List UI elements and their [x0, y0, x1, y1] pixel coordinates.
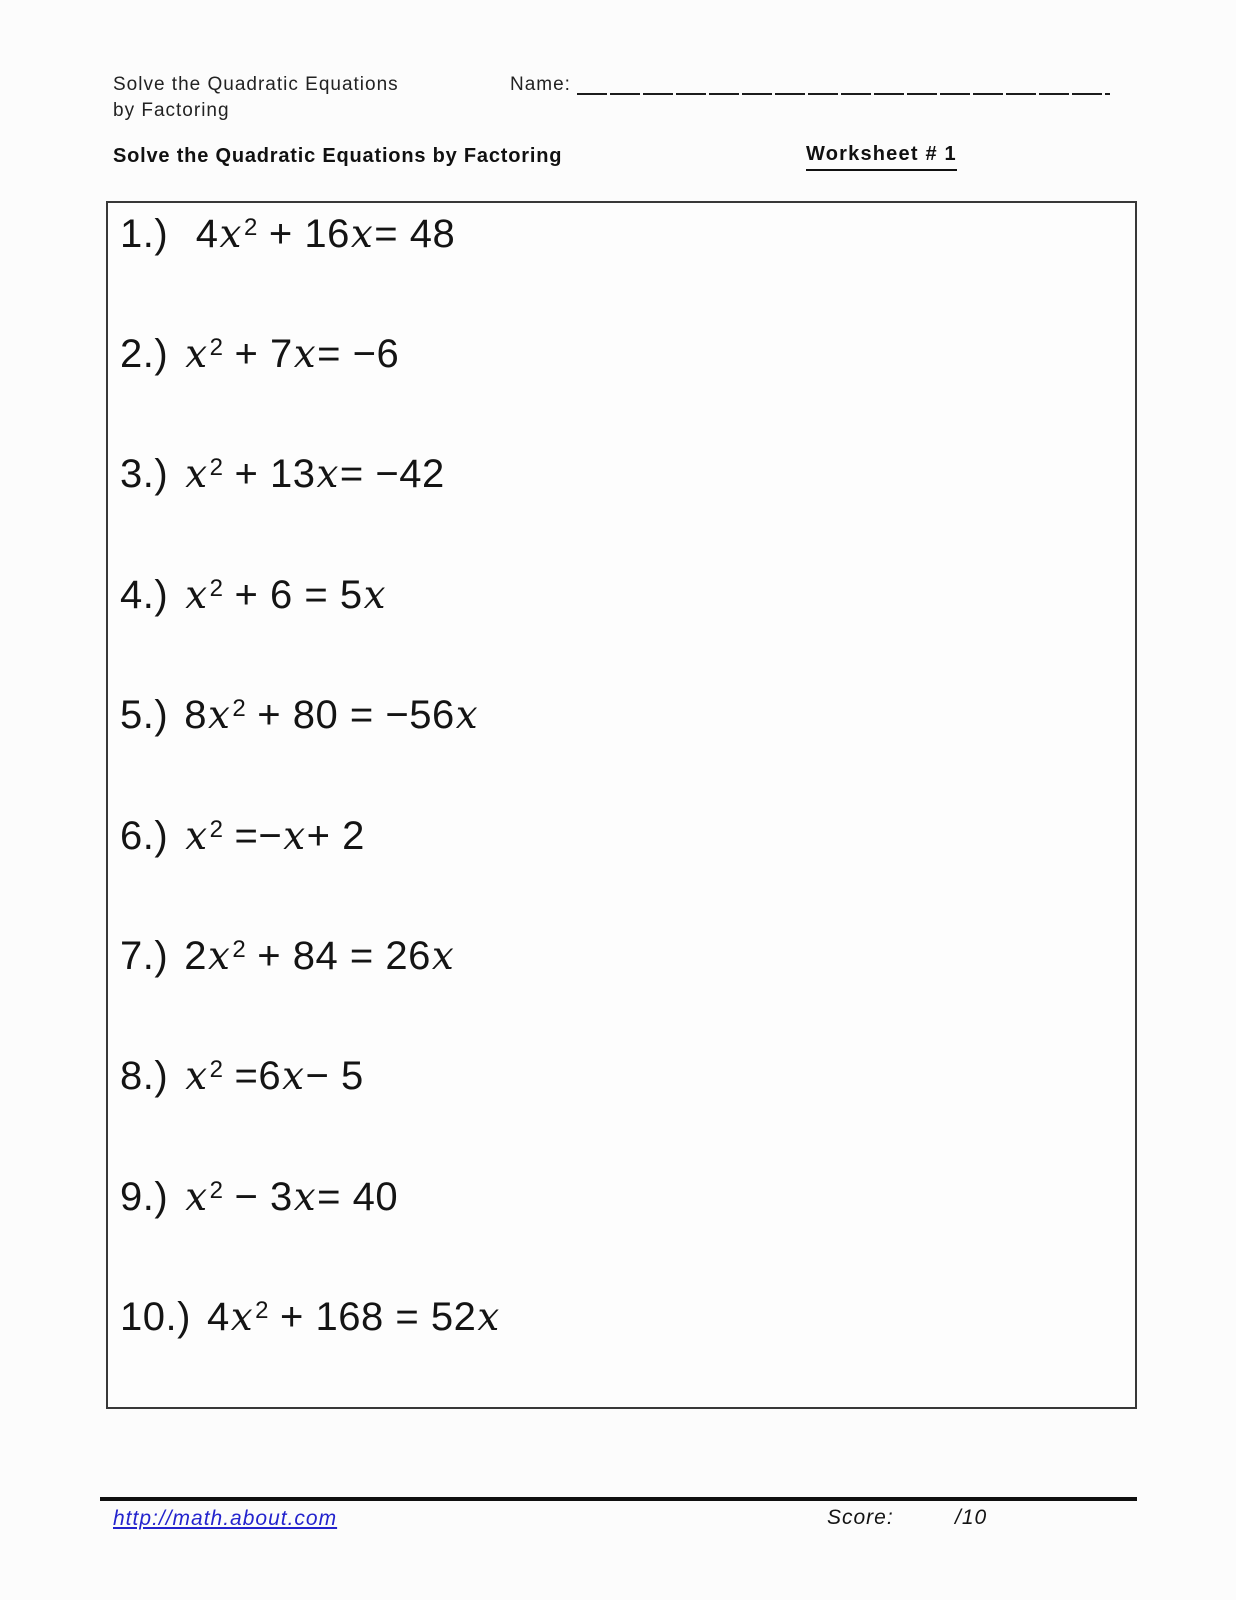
source-link[interactable]: http://math.about.com — [113, 1507, 338, 1530]
name-label: Name: — [510, 74, 571, 95]
equation-number: 4.) — [120, 572, 169, 617]
equation-number: 7.) — [120, 933, 169, 978]
equation-row — [120, 205, 455, 258]
equation-number: 5.) — [120, 693, 169, 738]
equation-expression: $8x^2 + 80 = -56x$ — [184, 693, 479, 739]
equation-row — [120, 1288, 501, 1341]
equation-expression: $x^2 + 6 = 5x$ — [185, 572, 386, 618]
equation-number: 1.) — [120, 211, 169, 256]
course-title-line2: by Factoring — [113, 100, 230, 121]
equation-row — [120, 1168, 398, 1221]
equation-number: 8.) — [120, 1054, 169, 1099]
equation-number: 2.) — [120, 331, 169, 376]
equation-row — [120, 686, 479, 739]
equation-number: 9.) — [120, 1174, 169, 1219]
footer-rule — [100, 1497, 1137, 1501]
equation-expression: $4x^2 + 16x= 48$ — [184, 211, 456, 257]
equation-expression: $x^2 =-x+ 2$ — [185, 813, 365, 859]
score-label: Score: — [827, 1506, 894, 1529]
score-value: /10 — [955, 1506, 988, 1529]
equation-row — [120, 807, 365, 860]
equation-expression: $x^2 + 13x= -42$ — [185, 452, 445, 498]
equation-row — [120, 1047, 364, 1100]
equation-row — [120, 927, 455, 980]
course-title-line1: Solve the Quadratic Equations — [113, 74, 399, 95]
equation-row — [120, 325, 399, 378]
equation-expression: $x^2 + 7x= -6$ — [185, 331, 400, 377]
equation-number: 6.) — [120, 813, 169, 858]
equation-row — [120, 566, 387, 619]
equation-expression: $4x^2 + 168 = 52x$ — [206, 1295, 500, 1341]
worksheet-title: Solve the Quadratic Equations by Factoring — [113, 145, 563, 167]
equation-number: 3.) — [120, 452, 169, 497]
worksheet-number: Worksheet # 1 — [806, 143, 957, 171]
equation-expression: $2x^2 + 84 = 26x$ — [184, 933, 455, 979]
equation-row — [120, 445, 445, 498]
equation-number: 10.) — [120, 1295, 191, 1340]
equation-expression: $x^2 =6x- 5$ — [185, 1054, 364, 1100]
name-blank-line — [577, 93, 1110, 95]
equation-expression: $x^2 - 3x= 40$ — [185, 1174, 399, 1220]
equations-box — [106, 201, 1137, 1409]
